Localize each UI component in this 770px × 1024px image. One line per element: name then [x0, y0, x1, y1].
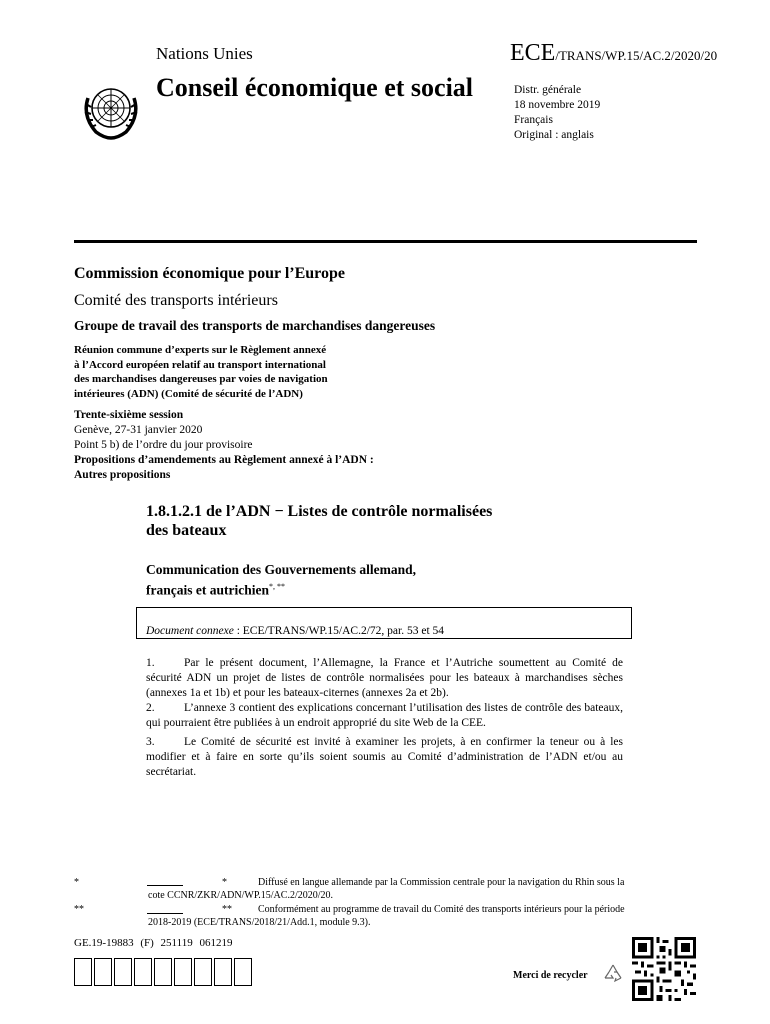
- document-title: [146, 502, 586, 540]
- recycle-icon: [601, 962, 625, 986]
- related-document-value: : ECE/TRANS/WP.15/AC.2/72, par. 53 et 54: [233, 625, 445, 637]
- agenda-point: Point 5 b) de l’ordre du jour provisoire: [74, 439, 253, 451]
- title-line: 1.8.1.2.1 de l’ADN − Listes de contrôle normalisées: [146, 503, 493, 520]
- footnote-mark-inline: *: [222, 877, 227, 888]
- footnote-marks: *, **: [268, 582, 285, 591]
- working-party-heading: Groupe de travail des transports de marchandises dangereuses: [74, 318, 436, 333]
- distr-type: Distr. générale: [514, 84, 582, 96]
- title-line: des bateaux: [146, 522, 227, 539]
- paragraph-text: L’annexe 3 contient des explications concernant l’utilisation des listes de contrôle des bateaux, qui pourraient être publiées à un endroit approprié du site Web de la CEE.: [146, 702, 623, 729]
- joint-meeting-heading: [74, 343, 394, 401]
- distr-original: Original : anglais: [514, 129, 594, 141]
- session-title: Trente-sixième session: [74, 409, 184, 421]
- footnote-text: Conformément au programme de travail du Comité des transports intérieurs pour la période 2018-2019 (ECE/TRANS/2018/21/Add.1, module 9.3).: [148, 904, 625, 928]
- related-document-label: Document connexe: [146, 625, 234, 637]
- joint-meeting-line: Réunion commune d’experts sur le Règlement annexé: [74, 344, 327, 356]
- paragraph: [146, 701, 623, 731]
- recycle-text: Merci de recycler: [513, 970, 588, 981]
- session-place: Genève, 27-31 janvier 2020: [74, 424, 203, 436]
- submission-line: Communication des Gouvernements allemand,: [146, 562, 416, 577]
- paragraph-text: Le Comité de sécurité est invité à examiner les projets, à en confirmer la teneur ou à les modifier et à faire en sorte qu’ils soient soumis au Comité d’administration de l’ADN et/ou au secrétariat.: [146, 736, 623, 778]
- agenda-subitem: Autres propositions: [74, 469, 171, 481]
- header-rule: [74, 240, 697, 243]
- paragraph: [146, 656, 623, 701]
- joint-meeting-line: à l’Accord européen relatif au transport international: [74, 358, 326, 371]
- submission-line-2: [146, 578, 526, 599]
- footnote: [74, 876, 626, 902]
- joint-meeting-line: intérieures (ADN) (Comité de sécurité de l’ADN): [74, 387, 303, 400]
- session-info: [74, 408, 454, 483]
- footnote-text: Diffusé en langue allemande par la Commission centrale pour la navigation du Rhin sous la cote CCNR/ZKR/ADN/WP.15/AC.2/2020/20.: [148, 877, 625, 901]
- qr-code-icon: [632, 937, 696, 1001]
- paragraph: [146, 735, 623, 780]
- submission-heading: [146, 561, 526, 599]
- council-title: Conseil économique et social: [156, 73, 474, 102]
- joint-meeting-line: des marchandises dangereuses par voies de navigation: [74, 373, 328, 385]
- barcode: [74, 958, 254, 990]
- symbol-prefix: ECE: [510, 40, 556, 66]
- agenda-item: Propositions d’amendements au Règlement annexé à l’ADN :: [74, 454, 374, 466]
- document-job-number: GE.19-19883 (F) 251119 061219: [74, 937, 233, 949]
- footnote-mark: **: [74, 904, 84, 915]
- paragraph-number: 3.: [146, 736, 155, 748]
- footnote-mark-inline: **: [222, 904, 232, 915]
- distr-date: 18 novembre 2019: [514, 99, 601, 111]
- commission-heading: Commission économique pour l’Europe: [74, 265, 345, 282]
- document-symbol: [510, 40, 717, 67]
- distribution-info: [514, 83, 600, 143]
- committee-heading: Comité des transports intérieurs: [74, 292, 278, 309]
- paragraph-number: 1.: [146, 657, 155, 669]
- paragraph-group: [146, 656, 623, 731]
- related-document: [146, 625, 444, 637]
- submission-text: français et autrichien: [146, 582, 269, 598]
- un-emblem-icon: [78, 78, 144, 144]
- footnote-mark: *: [74, 877, 79, 888]
- organization-name: Nations Unies: [156, 44, 253, 63]
- paragraph-number: 2.: [146, 702, 155, 714]
- paragraph-text: Par le présent document, l’Allemagne, la France et l’Autriche soumettent au Comité de sécurité ADN un projet de listes de contrôle normalisées pour les bateaux à marchandises sèches (annexes 1a et 1b) et pour les bateaux-citernes (annexes 2a et 2b).: [146, 657, 623, 699]
- footnote: [74, 903, 626, 929]
- symbol-suffix: /TRANS/WP.15/AC.2/2020/20: [555, 48, 718, 63]
- distr-language: Français: [514, 114, 553, 126]
